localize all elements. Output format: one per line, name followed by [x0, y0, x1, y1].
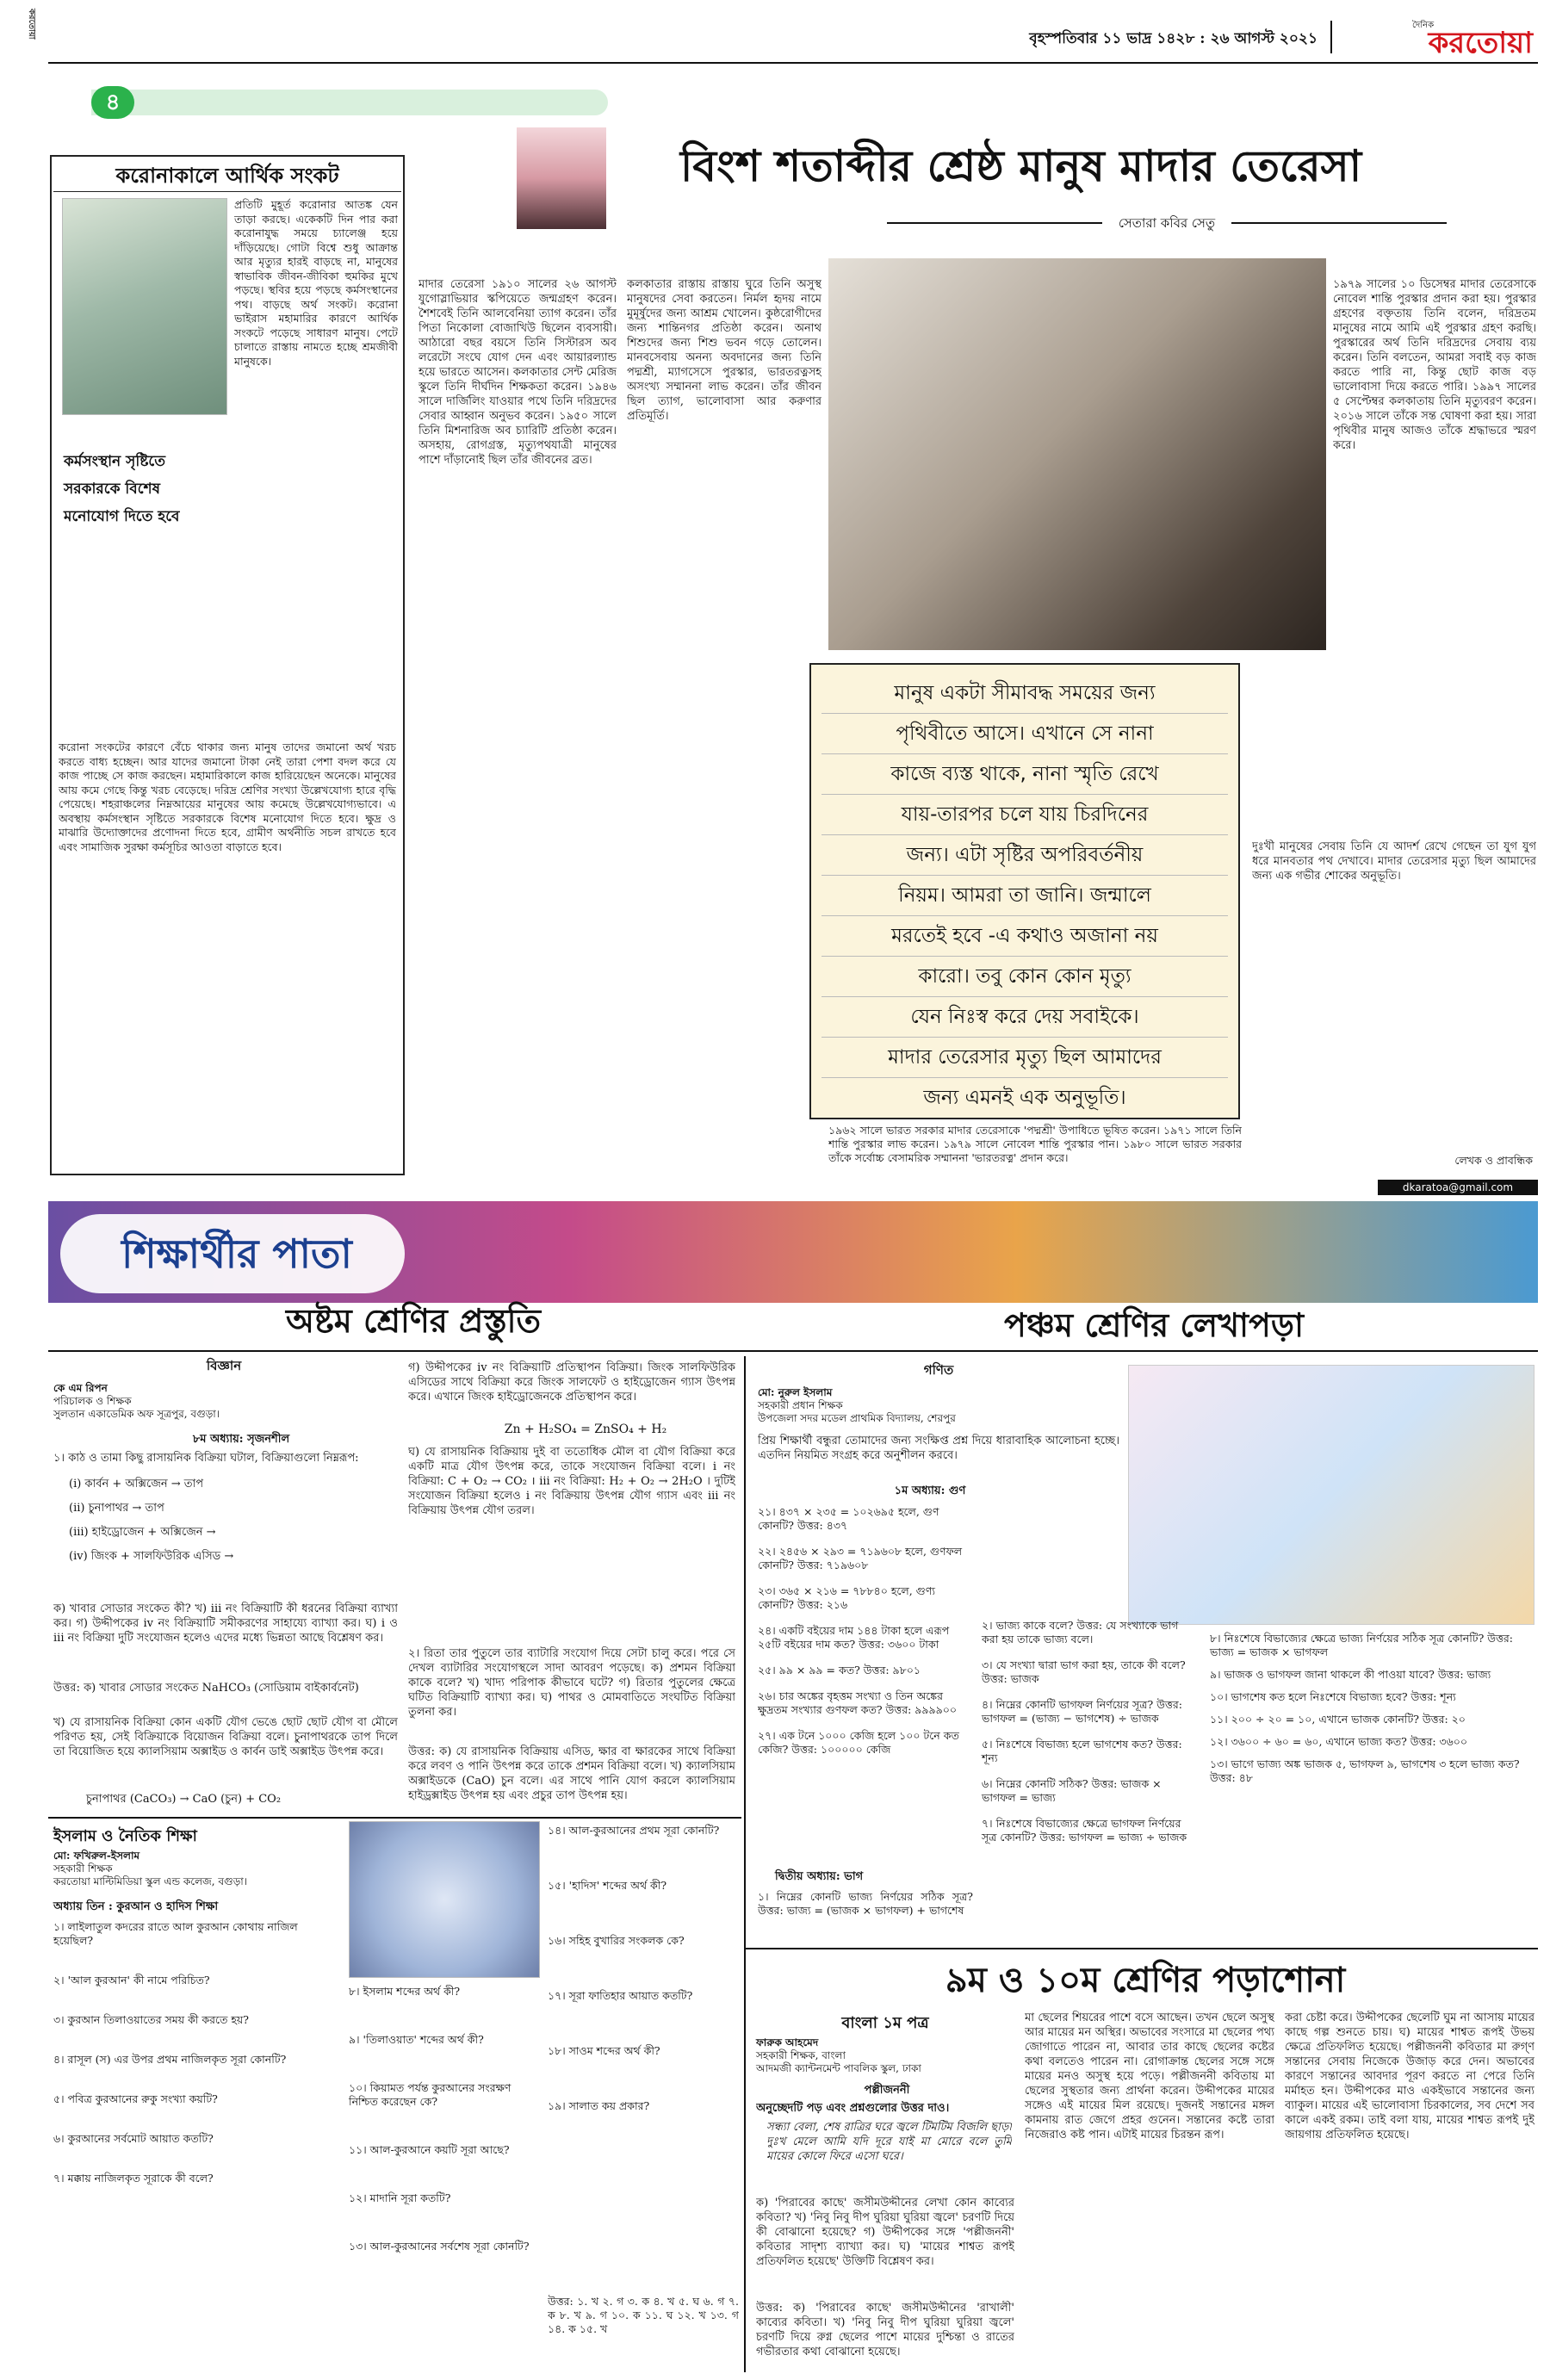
- science-school: সুলতান একাডেমিক অফ সূত্রপুর, বগুড়া।: [53, 1408, 220, 1420]
- islam-chapter: অধ্যায় তিন : কুরআন ও হাদিস শিক্ষা: [53, 1900, 219, 1913]
- science-reactions: [69, 1472, 379, 1593]
- islam-q12: ১২। মাদানি সূরা কতটি?: [349, 2191, 451, 2204]
- pull-quote-line-10: মাদার তেরেসার মৃত্যু ছিল আমাদের: [822, 1038, 1228, 1078]
- pull-quote-line-11: জন্য এমনই এক অনুভূতি।: [923, 1087, 1126, 1109]
- science-byline: [53, 1382, 398, 1425]
- feature-headline: বিংশ শতাব্দীর শ্রেষ্ঠ মানুষ মাদার তেরেসা: [680, 141, 1362, 191]
- islam-q6: ৬। কুরআনের সর্বমোট আয়াত কতটি?: [53, 2132, 214, 2145]
- pull-quote-line-1: মানুষ একটা সীমাবদ্ধ সময়ের জন্য: [822, 673, 1228, 714]
- math-heading: গণিত: [923, 1362, 954, 1378]
- math-list-2: [982, 1619, 1197, 1946]
- islam-q11: ১১। আল-কুরআনে কয়টি সূরা আছে?: [349, 2143, 510, 2156]
- mother-teresa-photo: [828, 258, 1326, 650]
- math-q26: ২৬। চার অঙ্কের বৃহত্তম সংখ্যা ও তিন অঙ্কের ক্ষুদ্রতম সংখ্যার গুণফল কত? উত্তর: ৯৯৯৯০০: [758, 1689, 957, 1716]
- bangla-answers: উত্তর: ক) 'পিরাবের কাছে' জসীমউদ্দীনের 'রাখালী' কাব্যের কবিতা। খ) 'নিবু নিবু দীপ ঘুরিয়া ঘুরিয়া জ্বলে' চরণটি দিয়ে রুগ্ন ছেলের পাশে মায়ের দুশ্চিন্তা ও রাতের গভীরতার কথা বোঝানো হয়েছে।: [756, 2302, 1014, 2358]
- pull-quote-line-2: পৃথিবীতে আসে। এখানে সে নানা: [822, 714, 1228, 754]
- islam-q18: ১৮। সাওম শব্দের অর্থ কী?: [548, 2044, 660, 2057]
- pull-quote-box: [809, 663, 1240, 1119]
- email-bar: dkaratoa@gmail.com: [1378, 1180, 1538, 1195]
- reaction-2: (ii) চুনাপাথর → তাপ: [69, 1502, 164, 1515]
- issue-date: বৃহস্পতিবার ১১ ভাদ্র ১৪২৮ : ২৬ আগস্ট ২০২১: [1029, 30, 1318, 47]
- science-teacher: কে এম রিপন: [53, 1382, 108, 1394]
- science-col2-q2: ২। রিতা তার পুতুলে তার ব্যাটারি সংযোগ দিয়ে সেটা চালু করে। পরে সে দেখল ব্যাটারির সংযোগস্থলে সাদা আবরণ পড়েছে। ক) প্রশমন বিক্রিয়া কাকে বলে? খ) খাদ্য পরিপাক কীভাবে ঘটে? গ) রিতার পুতুলের ক্ষেত্রে ঘটিত বিক্রিয়াটি ব্যাখ্যা কর। ঘ) পাথর ও মোমবাতিতে সংঘটিত বিক্রিয়া তুলনা কর।: [408, 1647, 735, 1719]
- math-div-q8: ৮। নিঃশেষে বিভাজ্যের ক্ষেত্রে ভাজ্য নির্ণয়ের সঠিক সূত্র কোনটি? উত্তর: ভাজ্য = ভাজক × ভাগফল: [1210, 1632, 1514, 1658]
- pull-quote-line-3: কাজে ব্যস্ত থাকে, নানা স্মৃতি রেখে: [822, 754, 1228, 795]
- islam-q1: ১। লাইলাতুল কদরের রাতে আল কুরআন কোথায় নাজিল হয়েছিল?: [53, 1920, 298, 1947]
- islam-q4: ৪। রাসূল (স) এর উপর প্রথম নাজিলকৃত সূরা কোনটি?: [53, 2053, 287, 2066]
- math-byline: [758, 1386, 1119, 1428]
- math-div-q10: ১০। ভাগশেষ কত হলে নিঃশেষে বিভাজ্য হবে? উত্তর: শূন্য: [1210, 1690, 1456, 1703]
- headline-rule-left: [887, 222, 1102, 224]
- islam-q5: ৫। পবিত্র কুরআনের রুকু সংখ্যা কয়টি?: [53, 2092, 218, 2105]
- sidebar-title: করোনাকালে আর্থিক সংকট: [53, 160, 401, 192]
- math-q24: ২৪। একটি বইয়ের দাম ১৪৪ টাকা হলে এরূপ ২৫টি বইয়ের দাম কত? উত্তর: ৩৬০০ টাকা: [758, 1624, 950, 1651]
- sidebar-kicker: কর্মসংস্থান সৃষ্টিতে সরকারকে বিশেষ মনোযোগ দিতে হবে: [64, 453, 180, 525]
- class9-title: ৯ম ও ১০ম শ্রেণির পড়াশোনা: [945, 1961, 1346, 2000]
- feature-col-3-tail: দুঃখী মানুষের সেবায় তিনি যে আদর্শ রেখে গেছেন তা যুগ যুগ ধরে মানবতার পথ দেখাবে। মাদার তেরেসার মৃত্যু ছিল আমাদের জন্য এক গভীর শোকের অনুভূতি।: [1252, 840, 1536, 883]
- feature-col-3: ১৯৭৯ সালের ১০ ডিসেম্বর মাদার তেরেসাকে নোবেল শান্তি পুরস্কার প্রদান করা হয়। পুরস্কার গ্রহণের বক্তৃতায় তিনি বলেন, দরিদ্রতম মানুষের নামে আমি এই পুরস্কার গ্রহণ করছি। পুরস্কারের অর্থ তিনি দরিদ্রদের সেবায় ব্যয় করেন। তিনি বলতেন, আমরা সবাই বড় কাজ করতে পারি না, কিন্তু ছোট কাজ বড় ভালোবাসা দিয়ে করতে পারি। ১৯৯৭ সালের ৫ সেপ্টেম্বর কলকাতায় তিনি মৃত্যুবরণ করেন। ২০১৬ সালে তাঁকে সন্ত ঘোষণা করা হয়। সারা পৃথিবীর মানুষ আজও তাঁকে শ্রদ্ধাভরে স্মরণ করে।: [1333, 278, 1536, 452]
- class5-title: পঞ্চম শ্রেণির লেখাপড়া: [1003, 1306, 1304, 1344]
- bangla-byline: [756, 2036, 1014, 2078]
- bangla-poem: সন্ধ্যা বেলা, শেষ রাত্রির ঘরে জ্বলে টিমটিম বিজলি ছাড়া দুঃখ মেলে আমি যদি দূরে যাই মা মোরে বলে তুমি মায়ের কোলে ফিরে এসো ঘরে।: [766, 2121, 1012, 2163]
- bangla-questions: ক) 'পিরাবের কাছে' জসীমউদ্দীনের লেখা কোন কাব্যের কবিতা? খ) 'নিবু নিবু দীপ ঘুরিয়া ঘুরিয়া জ্বলে' চরণটি দিয়ে কী বোঝানো হয়েছে? গ) উদ্দীপকের সঙ্গে 'পল্লীজননী' কবিতার সাদৃশ্য ব্যাখ্যা কর। ঘ) 'মায়ের শাশ্বত রূপই প্রতিফলিত হয়েছে' উক্তিটি বিশ্লেষণ কর।: [756, 2197, 1014, 2268]
- masthead-rule: [48, 62, 1538, 64]
- islam-q2: ২। 'আল কুরআন' কী নামে পরিচিত?: [53, 1974, 210, 1986]
- islam-q3: ৩। কুরআন তিলাওয়াতের সময় কী করতে হয়?: [53, 2013, 249, 2026]
- photo-caption: ১৯৬২ সালে ভারত সরকার মাদার তেরেসাকে 'পদ্মশ্রী' উপাধিতে ভূষিত করেন। ১৯৭১ সালে তিনি শান্তি পুরস্কার লাভ করেন। ১৯৭৯ সালে নোবেল শান্তি পুরস্কার পান। ১৯৮০ সালে ভারত সরকার তাঁকে সর্বোচ্চ বেসামরিক সম্মাননা 'ভারতরত্ন' প্রদান করে।: [828, 1124, 1242, 1164]
- math-div-q4: ৪। নিম্নের কোনটি ভাগফল নির্ণয়ের সূত্র? উত্তর: ভাগফল = (ভাজ্য − ভাগশেষ) ÷ ভাজক: [982, 1698, 1182, 1725]
- math-division-q1: ১। নিম্নের কোনটি ভাজ্য নির্ণয়ের সঠিক সূত্র? উত্তর: ভাজ্য = (ভাজক × ভাগফল) + ভাগশেষ: [758, 1890, 973, 1917]
- sidebar-intro: প্রতিটি মুহূর্ত করোনার আতঙ্ক যেন তাড়া করছে। একেকটি দিন পার করা করোনাযুদ্ধ সময়ে চ্যালেঞ্জ হয়ে দাঁড়িয়েছে। গোটা বিশ্বে শুধু আক্রান্ত আর মৃত্যুর হারই বাড়ছে না, মানুষের স্বাভাবিক জীবন-জীবিকা হুমকির মুখে পড়ছে। স্থবির হয়ে পড়ছে কর্মসংস্থানের পথ। বাড়ছে অর্থ সংকট। করোনা ভাইরাস মহামারির কারণে আর্থিক সংকটে পড়েছে সাধারণ মানুষ। পেটে চালাতে রাস্তায় নামতে হচ্ছে শ্রমজীবী মানুষকে।: [234, 198, 398, 368]
- bangla-role: সহকারী শিক্ষক, বাংলা: [756, 2049, 846, 2061]
- islam-list-3: [548, 1824, 739, 2289]
- math-q22: ২২। ২৪৫৬ × ২৯৩ = ৭১৯৬০৮ হলে, গুণফল কোনটি? উত্তর: ৭১৯৬০৮: [758, 1545, 963, 1571]
- math-div-q7: ৭। নিঃশেষে বিভাজ্যের ক্ষেত্রে ভাগফল নির্ণয়ের সূত্র কোনটি? উত্তর: ভাগফল = ভাজ্য ÷ ভাজক: [982, 1817, 1187, 1844]
- pull-quote-line-8: কারো। তবু কোন কোন মৃত্যু: [822, 957, 1228, 997]
- bangla-prompt: অনুচ্ছেদটি পড় এবং প্রশ্নগুলোর উত্তর দাও।: [756, 2102, 950, 2115]
- islam-school: করতোয়া মাল্টিমিডিয়া স্কুল এন্ড কলেজ, বগুড়া।: [53, 1875, 248, 1887]
- banner-title: শিক্ষার্থীর পাতা: [121, 1230, 352, 1277]
- bangla-school: আদমজী ক্যান্টনমেন্ট পাবলিক স্কুল, ঢাকা: [756, 2062, 921, 2074]
- science-chapter: ৮ম অধ্যায়: সৃজনশীল: [192, 1433, 290, 1446]
- feature-col-1: মাদার তেরেসা ১৯১০ সালের ২৬ আগস্ট যুগোস্লাভিয়ার স্কপিয়েতে জন্মগ্রহণ করেন। শৈশবেই তিনি আলবেনিয়া ত্যাগ করেন। তাঁর পিতা নিকোলা বোজাখিউ ছিলেন ব্যবসায়ী। আঠারো বছর বয়সে তিনি সিস্টারস অব লরেটো সংঘে যোগ দেন এবং আয়ারল্যান্ড হয়ে ভারতে আসেন। কলকাতার সেন্ট মেরিজ স্কুলে তিনি দীর্ঘদিন শিক্ষকতা করেন। ১৯৪৬ সালে দার্জিলিং যাওয়ার পথে তিনি দরিদ্রদের সেবার আহ্বান অনুভব করেন। ১৯৫০ সালে তিনি মিশনারিজ অব চ্যারিটি প্রতিষ্ঠা করেন। অসহায়, রোগগ্রস্ত, মৃত্যুপথযাত্রী মানুষের পাশে দাঁড়ানোই ছিল তাঁর জীবনের ব্রত।: [418, 278, 617, 467]
- bangla-col-2: মা ছেলের শিয়রের পাশে বসে আছেন। তখন ছেলে অসুস্থ আর মায়ের মন অস্থির। অভাবের সংসারে মা ছেলের পথ্য জোগাতে পারেন না, আবার তার কাছে ছেলের কষ্টের কথা বলতেও পারেন না। রোগাক্রান্ত ছেলের সঙ্গে সঙ্গে মায়ের মনও অসুস্থ হয়ে পড়ে। পল্লীজননী কবিতায় মা ছেলের সুস্থতার জন্য প্রার্থনা করেন। উদ্দীপকের মায়ের সঙ্গেও এই মায়ের মিল রয়েছে। দুজনই সন্তানের মঙ্গল কামনায় রাত জেগে প্রহর গুনেন। সন্তানের কষ্টে তারা নিজেরাও কষ্ট পান। এটাই মায়ের চিরন্তন রূপ।: [1025, 2011, 1274, 2141]
- islam-role: সহকারী শিক্ষক: [53, 1862, 113, 1875]
- bangla-heading: বাংলা ১ম পত্র: [841, 2014, 929, 2032]
- masthead-logo: করতোয়া: [1428, 26, 1533, 60]
- islam-q16: ১৬। সহিহ বুখারির সংকলক কে?: [548, 1934, 685, 1947]
- science-col2-q2-answer: উত্তর: ক) যে রাসায়নিক বিক্রিয়ায় এসিড, ক্ষার বা ক্ষারকের সাথে বিক্রিয়া করে লবণ ও পানি উৎপন্ন করে তাকে প্রশমন বিক্রিয়া বলে। খ) ক্যালসিয়াম অক্সাইডকে (CaO) চুন বলে। এর সাথে পানি যোগ করলে ক্যালসিয়াম হাইড্রক্সাইড উৎপন্ন হয় এবং প্রচুর তাপ উৎপন্ন হয়।: [408, 1745, 735, 1802]
- islam-byline: [53, 1850, 338, 1891]
- math-school: উপজেলা সদর মডেল প্রাথমিক বিদ্যালয়, শেরপুর: [758, 1412, 956, 1424]
- section-divider: [48, 1350, 1538, 1352]
- calligraphy-image: [349, 1821, 540, 1978]
- pull-quote-line-4: যায়-তারপর চলে যায় চিরদিনের: [822, 795, 1228, 835]
- math-div-q6: ৬। নিম্নের কোনটি সঠিক? উত্তর: ভাজক × ভাগফল = ভাজ্য: [982, 1777, 1162, 1804]
- feature-col-2: কলকাতার রাস্তায় রাস্তায় ঘুরে তিনি অসুস্থ মানুষদের সেবা করতেন। নির্মল হৃদয় নামে মুমূর্ষুদের জন্য আশ্রম খোলেন। কুষ্ঠরোগীদের জন্য শান্তিনগর প্রতিষ্ঠা করেন। অনাথ শিশুদের জন্য শিশু ভবন গড়ে তোলেন। মানবসেবায় অনন্য অবদানের জন্য তিনি পদ্মশ্রী, ম্যাগসেসে পুরস্কার, ভারতরত্নসহ অসংখ্য সম্মাননা লাভ করেন। তাঁর জীবন ছিল ত্যাগ, ভালোবাসা আর করুণার প্রতিমূর্তি।: [627, 278, 822, 423]
- science-col2-gha: ঘ) যে রাসায়নিক বিক্রিয়ায় দুই বা ততোধিক মৌল বা যৌগ বিক্রিয়া করে একটি মাত্র যৌগ উৎপন্ন করে, তাকে সংযোজন বিক্রিয়া বলে। i নং বিক্রিয়া: C + O₂ → CO₂ । iii নং বিক্রিয়া: H₂ + O₂ → 2H₂O । দুটিই সংযোজন বিক্রিয়া হলেও i নং বিক্রিয়ায় উৎপন্ন যৌগ গ্যাস এবং iii নং বিক্রিয়ায় উৎপন্ন যৌগ তরল।: [408, 1446, 735, 1517]
- islam-heading: ইসলাম ও নৈতিক শিক্ষা: [53, 1827, 197, 1845]
- sidebar-body: করোনা সংকটের কারণে বেঁচে থাকার জন্য মানুষ তাদের জমানো অর্থ খরচ করতে বাধ্য হচ্ছেন। আর যাদের জমানো টাকা নেই তারা পেশা বদল করে যে কাজ পাচ্ছে সে কাজ করছেন। মহামারিকালে কাজ হারিয়েছেন অনেকে। মানুষের আয় কমে গেছে কিন্তু খরচ বেড়েছে। দরিদ্র শ্রেণির সংখ্যা উল্লেখযোগ্য হারে বৃদ্ধি পেয়েছে। শহরাঞ্চলের নিম্নআয়ের মানুষের আয় কমেছে উল্লেখযোগ্যভাবে। এ অবস্থায় কর্মসংস্থান সৃষ্টিতে সরকারকে বিশেষ মনোযোগ দিতে হবে। ক্ষুদ্র ও মাঝারি উদ্যোক্তাদের প্রণোদনা দিতে হবে, গ্রামীণ অর্থনীতি সচল রাখতে হবে এবং সামাজিক সুরক্ষা কর্মসূচির আওতা বাড়াতে হবে।: [59, 741, 396, 853]
- math-intro: প্রিয় শিক্ষার্থী বন্ধুরা তোমাদের জন্য সংক্ষিপ্ত প্রশ্ন দিয়ে ধারাবাহিক আলোচনা হচ্ছে। এতদিন নিয়মিত সংগ্রহ করে অনুশীলন করবে।: [758, 1435, 1119, 1462]
- math-q23: ২৩। ৩৬৫ × ২১৬ = ৭৮৮৪০ হলে, গুণ্য কোনটি? উত্তর: ২১৬: [758, 1584, 935, 1611]
- islam-teacher: মো: ফখিরুল-ইসলাম: [53, 1850, 140, 1862]
- math-div-q3: ৩। যে সংখ্যা দ্বারা ভাগ করা হয়, তাকে কী বলে? উত্তর: ভাজক: [982, 1658, 1186, 1685]
- islam-list-2: [349, 1985, 538, 2368]
- science-q1: ১। কাঠ ও তামা কিছু রাসায়নিক বিক্রিয়া ঘটাল, বিক্রিয়াগুলো নিম্নরূপ:: [53, 1452, 359, 1465]
- science-role: পরিচালক ও শিক্ষক: [53, 1395, 132, 1407]
- math-role: সহকারী প্রধান শিক্ষক: [758, 1399, 843, 1411]
- paper-vertical-logo: করতোয়া: [27, 9, 36, 40]
- islam-q7: ৭। মক্কায় নাজিলকৃত সূরাকে কী বলে?: [53, 2172, 214, 2185]
- page-number-badge: ৪: [91, 86, 134, 119]
- math-div-q11: ১১। ২০০ ÷ ২০ = ১০, এখানে ভাজক কোনটি? উত্তর: ২০: [1210, 1713, 1466, 1726]
- bangla-teacher: ফারুক আহমেদ: [756, 2036, 819, 2048]
- math-div-q9: ৯। ভাজক ও ভাগফল জানা থাকলে কী পাওয়া যাবে? উত্তর: ভাজ্য: [1210, 1668, 1491, 1681]
- math-chapter-1: ১ম অধ্যায়: গুণ: [894, 1484, 966, 1497]
- money-stack-image: [62, 198, 227, 415]
- islam-q15: ১৫। 'হাদিস' শব্দের অর্থ কী?: [548, 1879, 667, 1892]
- islam-list-1: [53, 1920, 338, 2368]
- reaction-4: (iv) জিংক + সালফিউরিক এসিড →: [69, 1550, 234, 1563]
- masthead-small: দৈনিক: [1412, 21, 1435, 30]
- class8-title: অষ্টম শ্রেণির প্রস্তুতি: [285, 1302, 542, 1340]
- science-answer: উত্তর: ক) খাবার সোডার সংকেত NaHCO₃ (সোডিয়াম বাইকার্বনেট): [53, 1682, 359, 1695]
- author-photo: [517, 127, 606, 229]
- pull-quote-line-7: মরতেই হবে -এ কথাও অজানা নয়: [822, 916, 1228, 957]
- science-col2-eq: Zn + H₂SO₄ = ZnSO₄ + H₂: [504, 1422, 667, 1436]
- date-divider: [1330, 21, 1332, 53]
- islam-q10: ১০। কিয়ামত পর্যন্ত কুরআনের সংরক্ষণ নিশ্চিত করেছেন কে?: [349, 2081, 512, 2108]
- math-div-q2: ২। ভাজ্য কাকে বলে? উত্তর: যে সংখ্যাকে ভাগ করা হয় তাকে ভাজ্য বলে।: [982, 1619, 1179, 1646]
- math-teacher: মো: নুরুল ইসলাম: [758, 1386, 833, 1398]
- bangla-lesson: পল্লীজননী: [864, 2084, 910, 2097]
- math-q27: ২৭। এক টনে ১০০০ কেজি হলে ১০০ টনে কত কেজি? উত্তর: ১০০০০০ কেজি: [758, 1729, 959, 1756]
- islam-top-rule: [48, 1817, 741, 1819]
- math-illustration: [1128, 1365, 1534, 1625]
- math-chapter-2: দ্বিতীয় অধ্যায়: ভাগ: [775, 1870, 864, 1883]
- math-q25: ২৫। ৯৯ × ৯৯ = কত? উত্তর: ৯৮০১: [758, 1664, 921, 1677]
- reaction-1: (i) কার্বন + অক্সিজেন → তাপ: [69, 1478, 204, 1491]
- islam-q8: ৮। ইসলাম শব্দের অর্থ কী?: [349, 1985, 461, 1998]
- islam-q19: ১৯। সালাত কয় প্রকার?: [548, 2099, 650, 2112]
- pull-quote-line-5: জন্য। এটা সৃষ্টির অপরিবর্তনীয়: [822, 835, 1228, 876]
- class9-top-rule: [746, 1948, 1538, 1949]
- islam-q13: ১৩। আল-কুরআনের সর্বশেষ সূরা কোনটি?: [349, 2240, 530, 2253]
- science-answer-kha: খ) যে রাসায়নিক বিক্রিয়া কোন একটি যৌগ ভেঙে ছোট ছোট যৌগ বা মৌলে পরিণত হয়, সেই বিক্রিয়াকে বিয়োজন বিক্রিয়া বলে। চুনাপাথরকে তাপ দিলে তা বিয়োজিত হয়ে ক্যালসিয়াম অক্সাইড ও কার্বন ডাই অক্সাইড উৎপন্ন করে।: [53, 1716, 398, 1758]
- math-list-1: [758, 1505, 973, 1858]
- islam-q14: ১৪। আল-কুরআনের প্রথম সূরা কোনটি?: [548, 1824, 720, 1837]
- feature-author: সেতারা কবির সেতু: [1118, 215, 1216, 231]
- math-q21: ২১। ৪৩৭ × ২৩৫ = ১০২৬৯৫ হলে, গুণ কোনটি? উত্তর: ৪৩৭: [758, 1505, 939, 1532]
- reaction-3: (iii) হাইড্রোজেন + অক্সিজেন →: [69, 1526, 216, 1539]
- math-list-3: [1210, 1632, 1535, 1942]
- pull-quote-line-9: যেন নিঃস্ব করে দেয় সবাইকে।: [822, 997, 1228, 1038]
- islam-q17: ১৭। সূরা ফাতিহার আয়াত কতটি?: [548, 1989, 693, 2002]
- page-number-bar: [91, 90, 608, 115]
- islam-q9: ৯। 'তিলাওয়াত' শব্দের অর্থ কী?: [349, 2033, 484, 2046]
- science-heading: বিজ্ঞান: [206, 1358, 242, 1373]
- math-div-q12: ১২। ৩৬০০ ÷ ৬০ = ৬০, এখানে ভাজ্য কত? উত্তর: ৩৬০০: [1210, 1735, 1468, 1748]
- pull-quote-line-6: নিয়ম। আমরা তা জানি। জন্মালে: [822, 876, 1228, 916]
- author-note: লেখক ও প্রাবন্ধিক: [1454, 1154, 1533, 1167]
- math-div-q13: ১৩। ভাগে ভাজ্য অঙ্ক ভাজক ৫, ভাগফল ৯, ভাগশেষ ৩ হলে ভাজ্য কত? উত্তর: ৪৮: [1210, 1757, 1520, 1784]
- headline-rule-right: [1231, 222, 1447, 224]
- islam-answers: উত্তর: ১. খ ২. গ ৩. ক ৪. খ ৫. ঘ ৬. গ ৭. ক ৮. খ ৯. গ ১০. ক ১১. ঘ ১২. খ ১৩. গ ১৪. ক ১৫. খ: [548, 2295, 739, 2335]
- math-left-rule: [744, 1356, 746, 2372]
- science-questions: ক) খাবার সোডার সংকেত কী? খ) iii নং বিক্রিয়াটি কী ধরনের বিক্রিয়া ব্যাখ্যা কর। গ) উদ্দীপকের iv নং বিক্রিয়াটি সমীকরণের সাহায্যে ব্যাখ্যা কর। ঘ) i ও iii নং বিক্রিয়া দুটি সংযোজন হলেও এদের মধ্যে ভিন্নতা আছে বিশ্লেষণ কর।: [53, 1602, 398, 1645]
- science-equation: চুনাপাথর (CaCO₃) → CaO (চুন) + CO₂: [86, 1793, 282, 1806]
- science-col2-ga: গ) উদ্দীপকের iv নং বিক্রিয়াটি প্রতিস্থাপন বিক্রিয়া। জিংক সালফিউরিক এসিডের সাথে বিক্রিয়া করে জিংক সালফেট ও হাইড্রোজেন গ্যাস উৎপন্ন করে। এখানে জিংক হাইড্রোজেনকে প্রতিস্থাপন করে।: [408, 1361, 735, 1404]
- bangla-col-3: করা চেষ্টা করে। উদ্দীপকের ছেলেটি ঘুম না আসায় মায়ের কাছে গল্প শুনতে চায়। ঘ) মায়ের শাশ্বত রূপই উভয় ক্ষেত্রে প্রতিফলিত হয়েছে। পল্লীজননী কবিতার মা রুগ্ণ সন্তানের সেবায় নিজেকে উজাড় করে দেন। অভাবের কারণে সন্তানের আবদার পূরণ করতে না পেরে তিনি মর্মাহত হন। উদ্দীপকের মাও একইভাবে সন্তানের জন্য ব্যাকুল। মায়ের এই ভালোবাসা চিরকালের, সব দেশে সব কালে একই রকম। তাই বলা যায়, মায়ের শাশ্বত রূপই দুই জায়গায় প্রতিফলিত হয়েছে।: [1285, 2011, 1534, 2141]
- math-div-q5: ৫। নিঃশেষে বিভাজ্য হলে ভাগশেষ কত? উত্তর: শূন্য: [982, 1738, 1182, 1764]
